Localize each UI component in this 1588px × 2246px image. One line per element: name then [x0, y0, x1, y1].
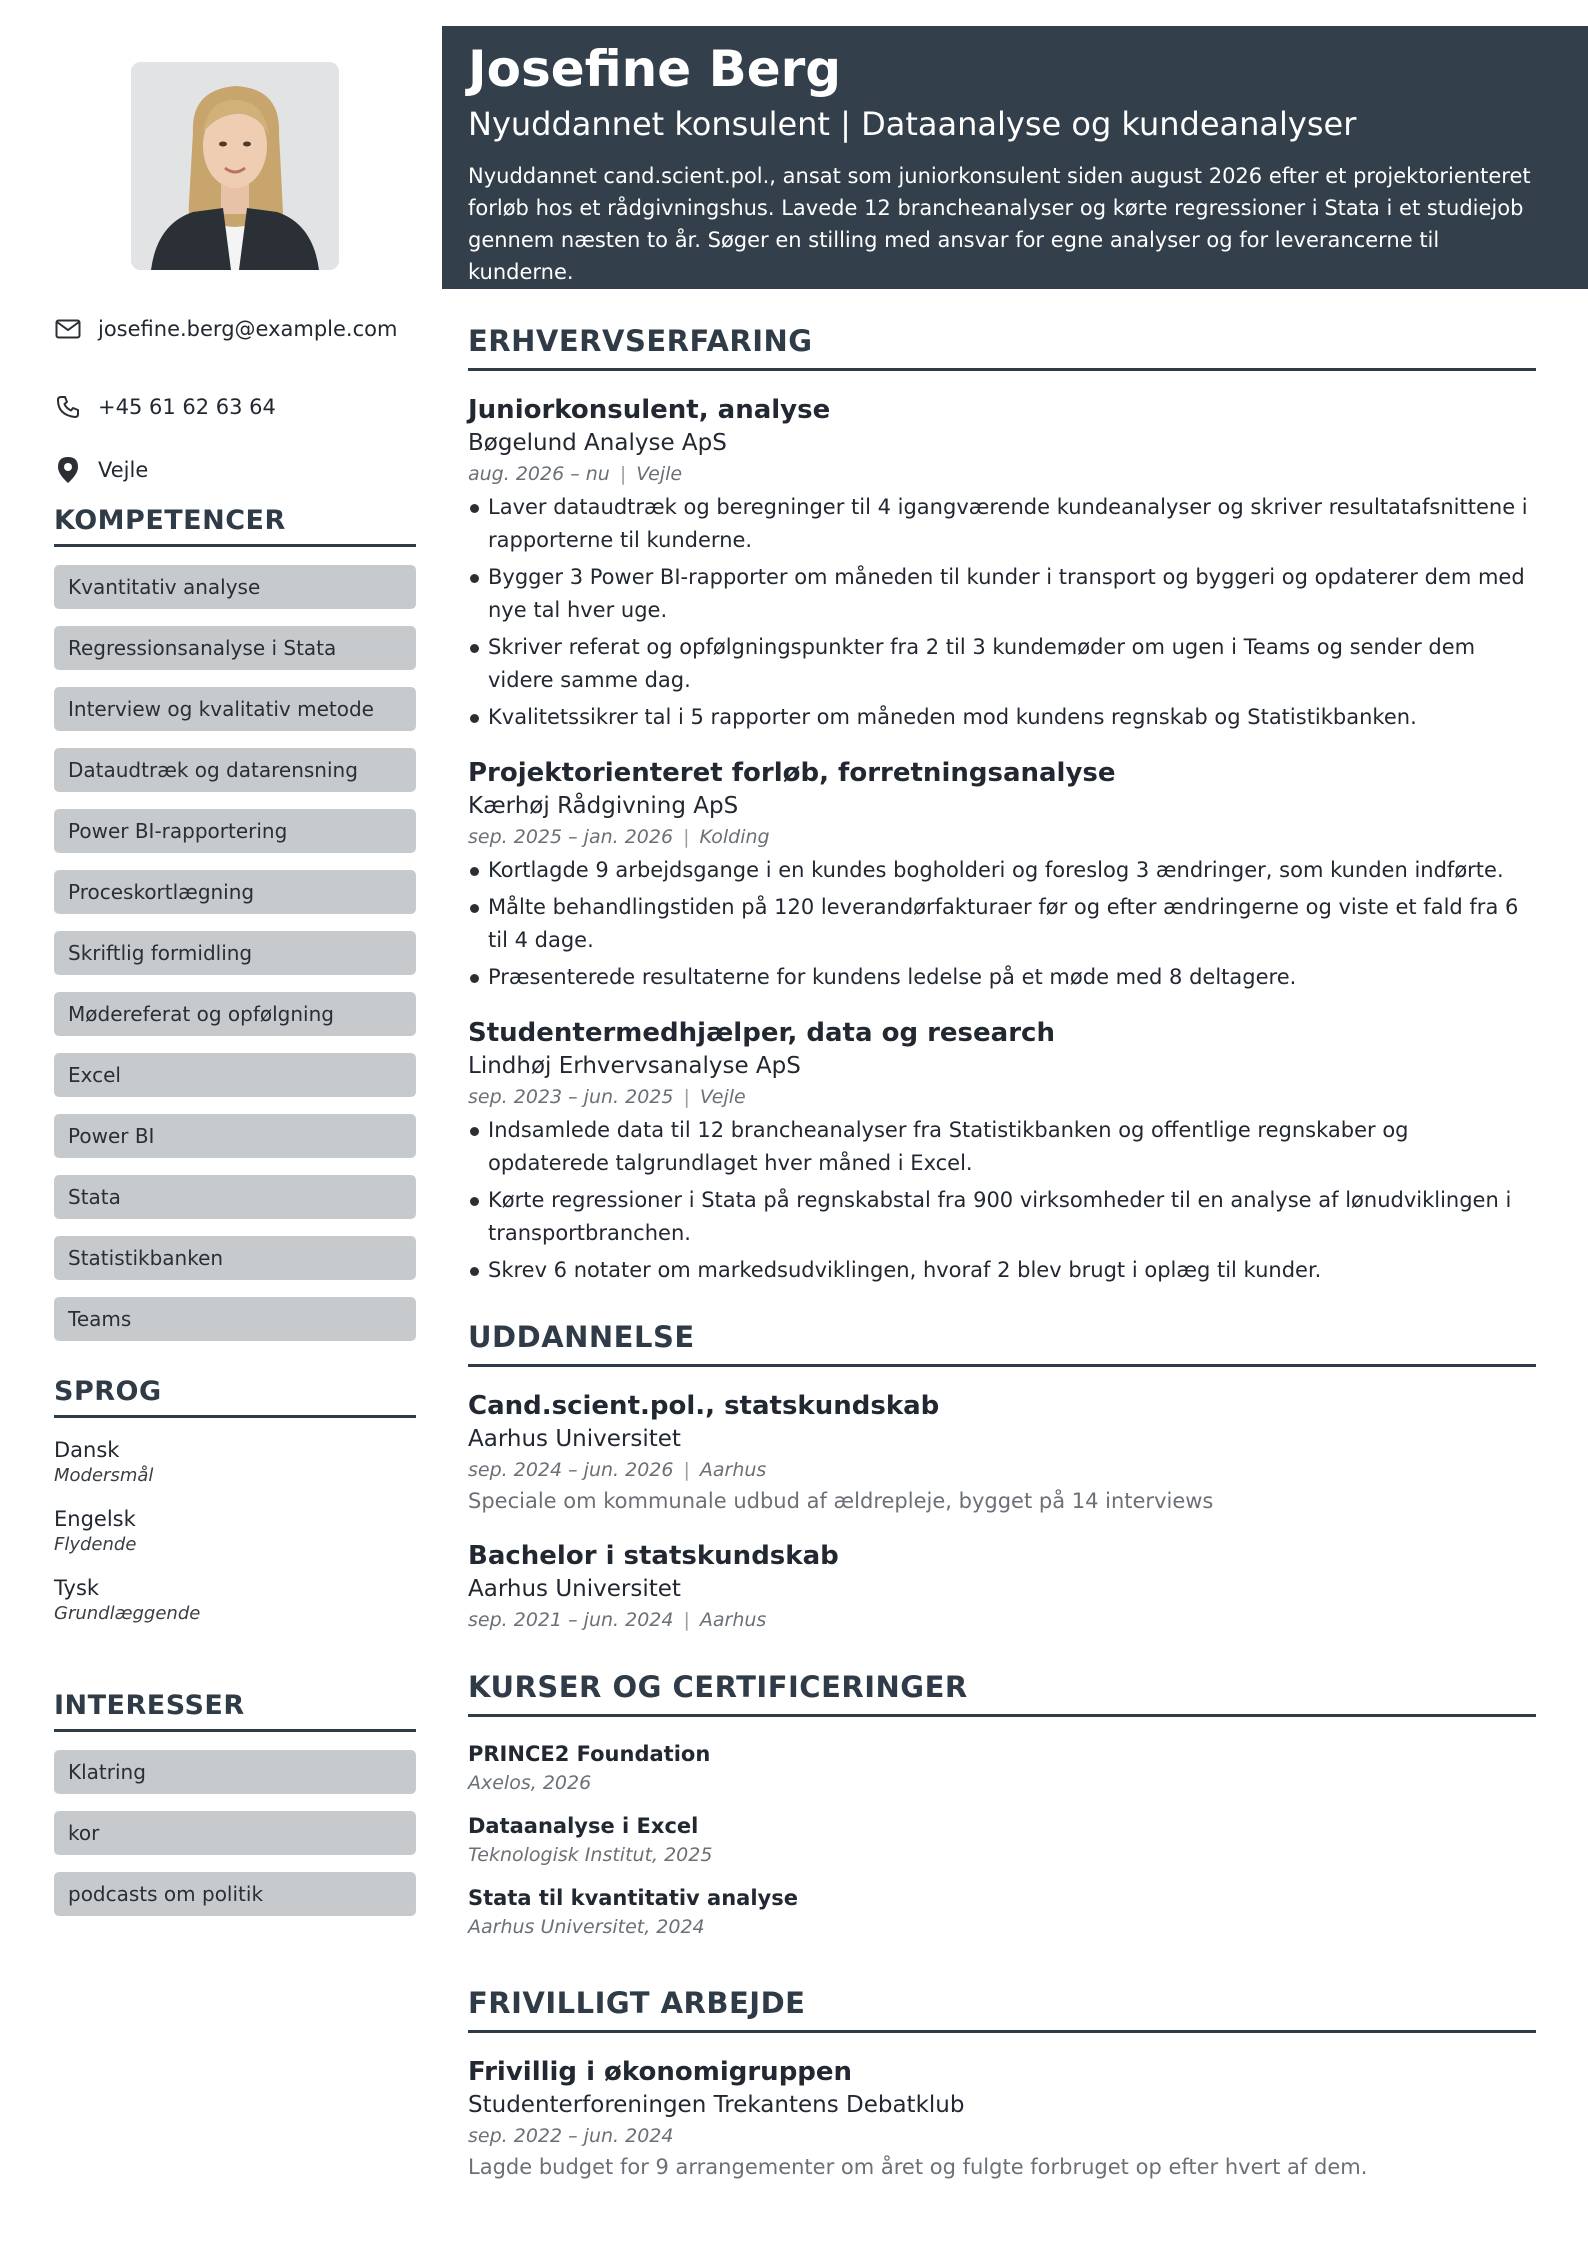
job-bullet: Laver dataudtræk og beregninger til 4 igangværende kundeanalyser og skriver resultatafsnittene i rapporterne til kunderne.	[468, 491, 1536, 557]
job-bullets	[468, 1114, 1536, 1287]
experience-title: ERHVERVSERFARING	[468, 324, 1536, 371]
skill-pill: Interview og kvalitativ metode	[54, 687, 416, 731]
skill-pill: Mødereferat og opfølgning	[54, 992, 416, 1036]
education-entry	[468, 1389, 1536, 1517]
education-dates: sep. 2021 – jun. 2024	[468, 1609, 674, 1631]
job-bullet: Målte behandlingstiden på 120 leverandørfakturaer før og efter ændringerne og viste et fald fra 6 til 4 dage.	[468, 891, 1536, 957]
school-name: Aarhus Universitet	[468, 1576, 681, 1602]
volunteer-entry	[468, 2055, 1536, 2183]
email-text: josefine.berg@example.com	[98, 317, 398, 341]
skill-pill: Statistikbanken	[54, 1236, 416, 1280]
education-place: Aarhus	[699, 1609, 767, 1631]
skill-pill: Dataudtræk og datarensning	[54, 748, 416, 792]
job-meta: sep. 2025 – jan. 2026 | Kolding	[468, 826, 770, 848]
job-place: Kolding	[699, 826, 770, 848]
skills-title: KOMPETENCER	[54, 505, 416, 547]
job-place: Vejle	[636, 463, 683, 485]
job-entry	[468, 1016, 1536, 1287]
language-level: Grundlæggende	[54, 1603, 201, 1624]
skill-pill: Power BI	[54, 1114, 416, 1158]
interest-pill: Klatring	[54, 1750, 416, 1794]
skills-section	[54, 505, 416, 1358]
skill-pill: Stata	[54, 1175, 416, 1219]
course-title: Stata til kvantitativ analyse	[468, 1886, 798, 1910]
job-bullet: Præsenterede resultaterne for kundens ledelse på et møde med 8 deltagere.	[468, 961, 1536, 994]
mail-icon	[54, 315, 82, 343]
course-entry	[468, 1739, 1536, 1797]
education-meta: sep. 2021 – jun. 2024 | Aarhus	[468, 1609, 767, 1631]
course-meta: Aarhus Universitet, 2024	[468, 1916, 705, 1938]
job-company: Kærhøj Rådgivning ApS	[468, 793, 739, 819]
job-dates: sep. 2023 – jun. 2025	[468, 1086, 674, 1108]
contact-phone[interactable]	[54, 375, 416, 438]
course-meta: Axelos, 2026	[468, 1772, 592, 1794]
job-company: Lindhøj Erhvervsanalyse ApS	[468, 1053, 801, 1079]
degree-title: Bachelor i statskundskab	[468, 1541, 839, 1571]
education-note: Speciale om kommunale udbud af ældrepleje, bygget på 14 interviews	[468, 1489, 1214, 1513]
education-meta: sep. 2024 – jun. 2026 | Aarhus	[468, 1459, 767, 1481]
course-entry	[468, 1883, 1536, 1941]
skill-pill: Excel	[54, 1053, 416, 1097]
location-text: Vejle	[98, 457, 149, 482]
job-bullets	[468, 854, 1536, 994]
job-title: Studentermedhjælper, data og research	[468, 1018, 1055, 1048]
job-entry	[468, 756, 1536, 994]
candidate-role: Nyuddannet konsulent | Dataanalyse og kundeanalyser	[468, 105, 1357, 143]
courses-section	[468, 1670, 1536, 1955]
language-level: Modersmål	[54, 1465, 154, 1486]
phone-text: +45 61 62 63 64	[98, 394, 276, 419]
languages-title: SPROG	[54, 1376, 416, 1418]
education-title: UDDANNELSE	[468, 1320, 1536, 1367]
language-item	[54, 1505, 416, 1557]
job-bullet: Kvalitetssikrer tal i 5 rapporter om måneden mod kundens regnskab og Statistikbanken.	[468, 701, 1536, 734]
language-item	[54, 1574, 416, 1626]
volunteer-dates: sep. 2022 – jun. 2024	[468, 2125, 674, 2147]
degree-title: Cand.scient.pol., statskundskab	[468, 1391, 940, 1421]
interests-section	[54, 1690, 416, 1933]
candidate-name: Josefine Berg	[468, 40, 842, 98]
interests-title: INTERESSER	[54, 1690, 416, 1732]
volunteer-note: Lagde budget for 9 arrangementer om året og fulgte forbruget op efter hvert af dem.	[468, 2155, 1368, 2179]
language-name: Dansk	[54, 1438, 120, 1462]
skill-list	[54, 565, 416, 1341]
education-entry	[468, 1539, 1536, 1635]
interest-pill: kor	[54, 1811, 416, 1855]
job-company: Bøgelund Analyse ApS	[468, 430, 727, 456]
education-section	[468, 1320, 1536, 1657]
experience-section	[468, 324, 1536, 1309]
skill-pill: Teams	[54, 1297, 416, 1341]
contact-info	[54, 312, 416, 501]
job-bullets	[468, 491, 1536, 734]
volunteer-role: Frivillig i økonomigruppen	[468, 2057, 853, 2087]
contact-location	[54, 438, 416, 501]
job-meta: sep. 2023 – jun. 2025 | Vejle	[468, 1086, 746, 1108]
education-dates: sep. 2024 – jun. 2026	[468, 1459, 674, 1481]
profile-photo	[131, 62, 339, 270]
job-bullet: Kortlagde 9 arbejdsgange i en kundes bogholderi og foreslog 3 ændringer, som kunden indførte.	[468, 854, 1536, 887]
language-name: Tysk	[54, 1576, 100, 1600]
phone-icon	[54, 393, 82, 421]
school-name: Aarhus Universitet	[468, 1426, 681, 1452]
profile-summary: Nyuddannet cand.scient.pol., ansat som juniorkonsulent siden august 2026 efter et projektorienteret forløb hos et rådgivningshus. Lavede 12 brancheanalyser og kørte regressioner i Stata i et studiejob gennem næsten to år. Søger en stilling med ansvar for egne analyser og for leverancerne til kunderne.	[468, 164, 1531, 284]
course-entry	[468, 1811, 1536, 1869]
course-title: Dataanalyse i Excel	[468, 1814, 699, 1838]
course-title: PRINCE2 Foundation	[468, 1742, 711, 1766]
skill-pill: Power BI-rapportering	[54, 809, 416, 853]
volunteer-title: FRIVILLIGT ARBEJDE	[468, 1986, 1536, 2033]
job-bullet: Bygger 3 Power BI-rapporter om måneden til kunder i transport og byggeri og opdaterer dem med nye tal hver uge.	[468, 561, 1536, 627]
education-place: Aarhus	[699, 1459, 767, 1481]
volunteer-org: Studenterforeningen Trekantens Debatklub	[468, 2092, 965, 2118]
job-title: Projektorienteret forløb, forretningsanalyse	[468, 758, 1116, 788]
job-bullet: Skrev 6 notater om markedsudviklingen, hvoraf 2 blev brugt i oplæg til kunder.	[468, 1254, 1536, 1287]
job-dates: sep. 2025 – jan. 2026	[468, 826, 674, 848]
skill-pill: Regressionsanalyse i Stata	[54, 626, 416, 670]
job-bullet: Kørte regressioner i Stata på regnskabstal fra 900 virksomheder til en analyse af lønudviklingen i transportbranchen.	[468, 1184, 1536, 1250]
interest-pill: podcasts om politik	[54, 1872, 416, 1916]
header-banner	[442, 26, 1588, 289]
job-bullet: Indsamlede data til 12 brancheanalyser fra Statistikbanken og offentlige regnskaber og opdaterede talgrundlaget hver måned i Excel.	[468, 1114, 1536, 1180]
language-name: Engelsk	[54, 1507, 136, 1531]
contact-email[interactable]	[54, 312, 416, 346]
skill-pill: Proceskortlægning	[54, 870, 416, 914]
language-level: Flydende	[54, 1534, 137, 1555]
courses-title: KURSER OG CERTIFICERINGER	[468, 1670, 1536, 1717]
job-dates: aug. 2026 – nu	[468, 463, 610, 485]
job-entry	[468, 393, 1536, 734]
location-pin-icon	[54, 456, 82, 484]
job-meta: aug. 2026 – nu | Vejle	[468, 463, 683, 485]
job-place: Vejle	[699, 1086, 746, 1108]
language-item	[54, 1436, 416, 1488]
volunteer-section	[468, 1986, 1536, 2205]
course-meta: Teknologisk Institut, 2025	[468, 1844, 713, 1866]
skill-pill: Kvantitativ analyse	[54, 565, 416, 609]
job-title: Juniorkonsulent, analyse	[468, 395, 831, 425]
skill-pill: Skriftlig formidling	[54, 931, 416, 975]
job-bullet: Skriver referat og opfølgningspunkter fra 2 til 3 kundemøder om ugen i Teams og sender dem videre samme dag.	[468, 631, 1536, 697]
languages-section	[54, 1376, 416, 1643]
